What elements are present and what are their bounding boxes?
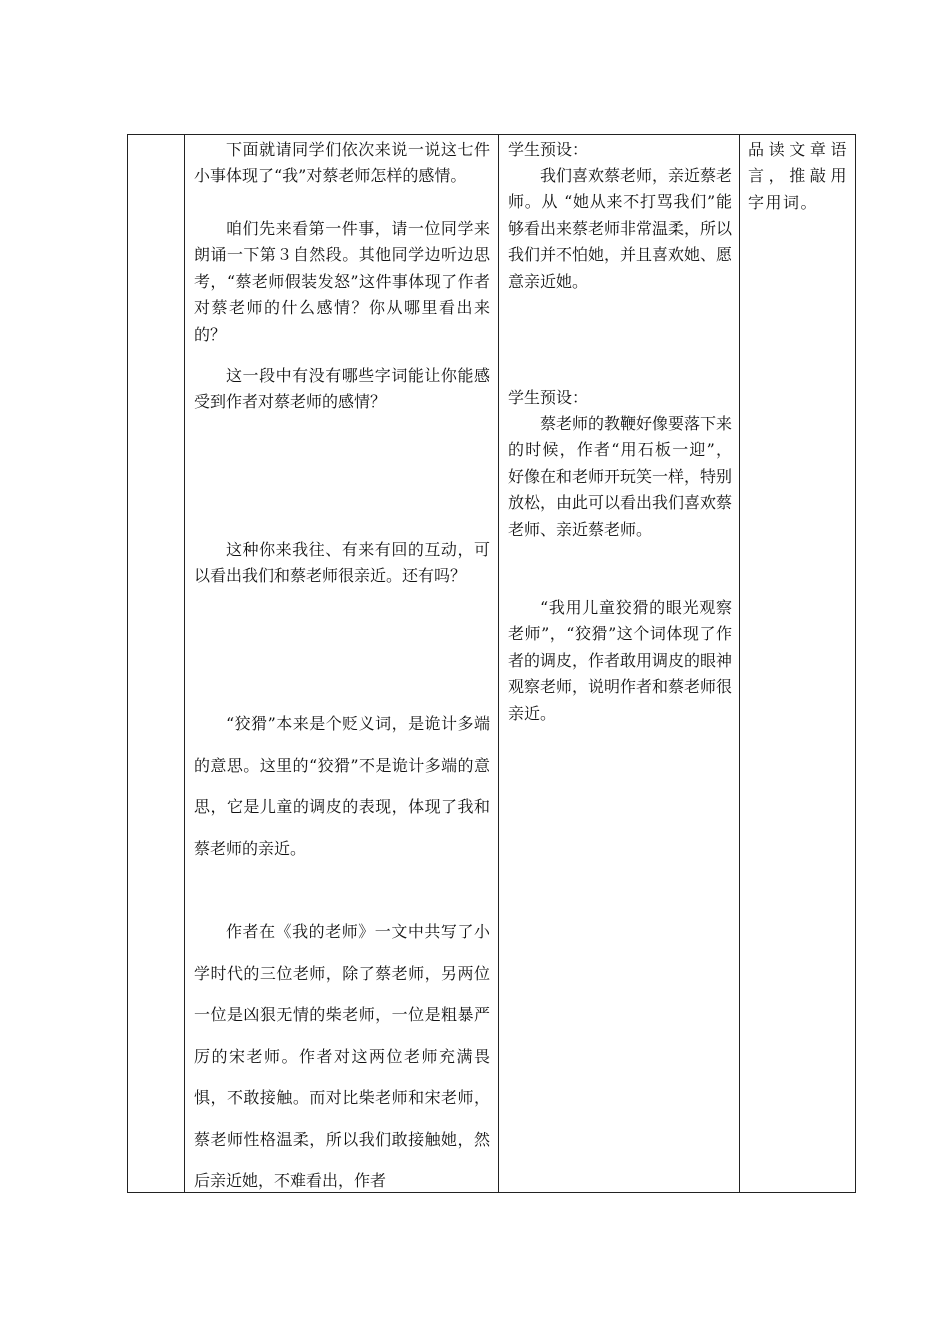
teacher-paragraph-2: 咱们先来看第一件事，请一位同学来朗诵一下第３自然段。其他同学边听边思考，“蔡老师假装发怒”这件事体现了作者对蔡老师的什么感情？你从哪里看出来的？ [194,219,490,344]
section-cell [128,135,185,1193]
teacher-paragraph-4: 这种你来我往、有来有回的互动，可以看出我们和蔡老师很亲近。还有吗？ [194,540,490,586]
design-intent-text: 品读文章语言，推敲用字用词。 [748,140,848,212]
teacher-paragraph-3: 这一段中有没有哪些字词能让你能感受到作者对蔡老师的感情？ [194,366,490,412]
teacher-paragraph-6: 作者在《我的老师》一文中共写了小学时代的三位老师，除了蔡老师，另两位一位是凶狠无情的柴老师，一位是粗暴严厉的宋老师。作者对这两位老师充满畏惧，不敢接触。而对比柴老师和宋老师，蔡老师性格温柔，所以我们敢接触她，然后亲近她，不难看出，作者 [194,922,490,1190]
student-paragraph-2: 蔡老师的教鞭好像要落下来的时候，作者“用石板一迎”，好像在和老师开玩笑一样，特别放松，由此可以看出我们喜欢蔡老师、亲近蔡老师。 [508,414,733,539]
design-intent-cell [740,135,856,1193]
student-paragraph-3: “我用儿童狡猾的眼光观察老师”，“狡猾”这个词体现了作者的调皮，作者敢用调皮的眼神观察老师，说明作者和蔡老师很亲近。 [508,598,733,723]
lesson-plan-table [127,134,856,1193]
table-row [128,135,856,1193]
teacher-activity-cell [185,135,499,1193]
teacher-paragraph-1: 下面就请同学们依次来说一说这七件小事体现了“我”对蔡老师怎样的感情。 [194,140,490,186]
student-paragraph-1: 我们喜欢蔡老师，亲近蔡老师。从 “她从来不打骂我们”能够看出来蔡老师非常温柔，所以我们并不怕她，并且喜欢她、愿意亲近她。 [508,166,733,291]
student-activity-cell [499,135,740,1193]
student-heading-1: 学生预设： [508,140,589,159]
teacher-paragraph-5: “狡猾”本来是个贬义词，是诡计多端的意思。这里的“狡猾”不是诡计多端的意思，它是儿童的调皮的表现，体现了我和蔡老师的亲近。 [194,714,490,858]
student-heading-2: 学生预设： [508,388,589,407]
